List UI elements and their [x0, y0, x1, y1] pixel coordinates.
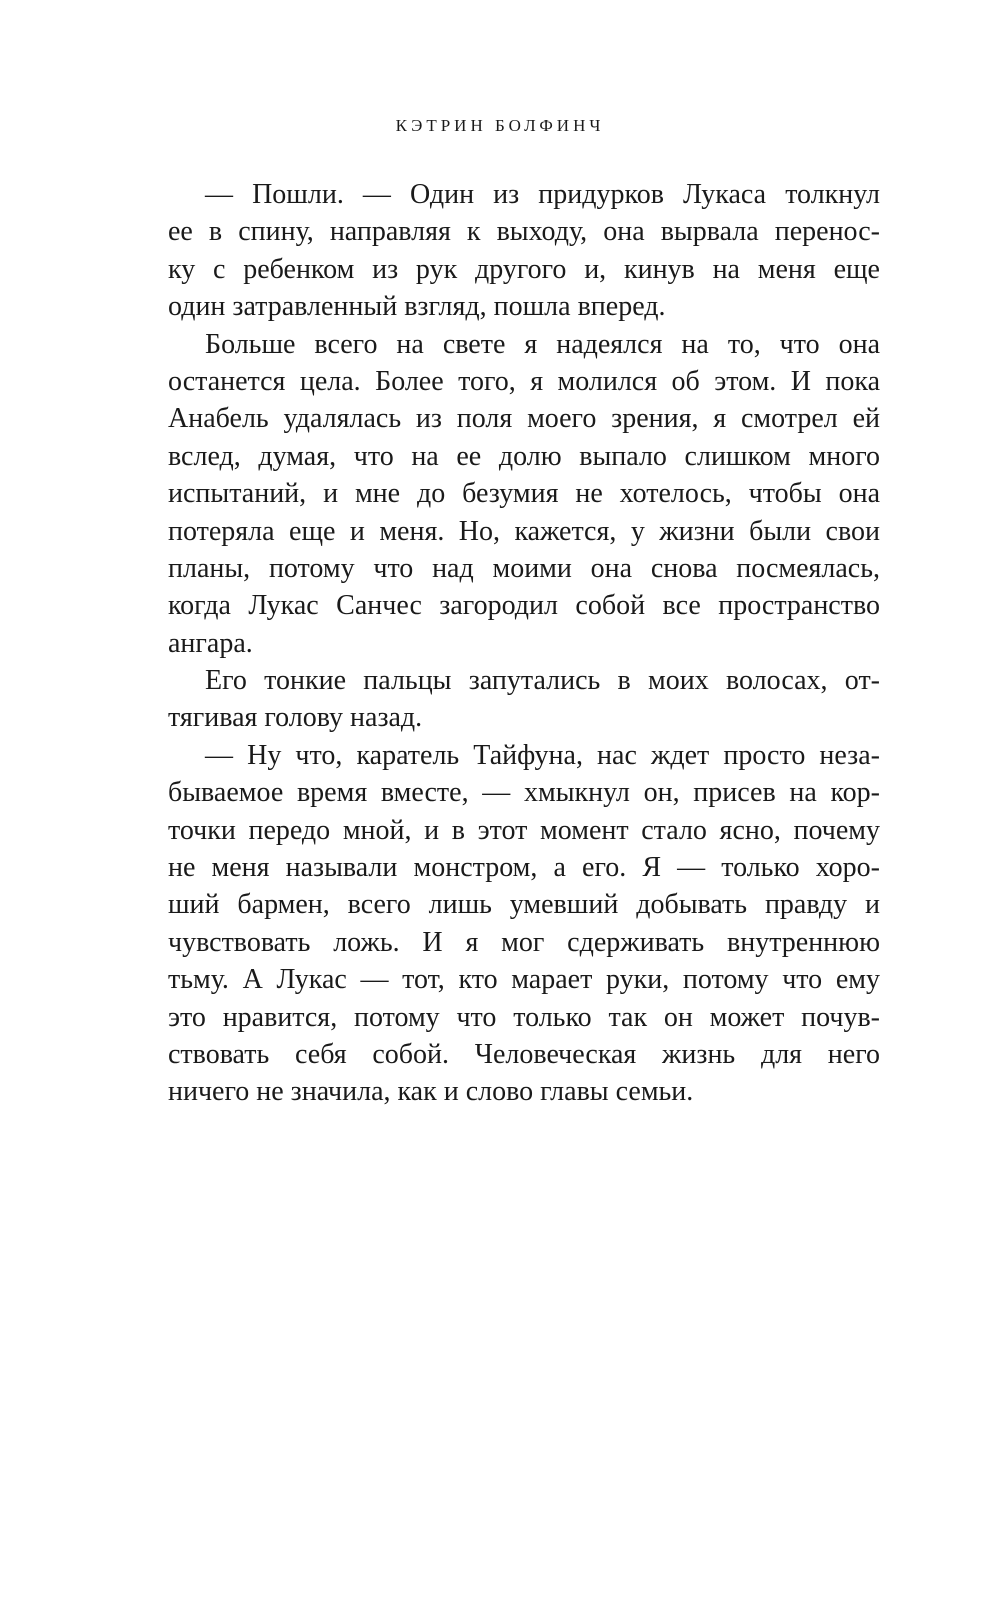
- text-line: планы, потому что над моими она снова посмеялась,: [168, 552, 880, 584]
- text-line: ничего не значила, как и слово главы семьи.: [168, 1076, 694, 1108]
- text-line: точки передо мной, и в этот момент стало ясно, почему: [168, 814, 880, 846]
- text-line: когда Лукас Санчес загородил собой все пространство: [168, 590, 880, 622]
- text-line: — Пошли. — Один из придурков Лукаса толкнул: [205, 179, 880, 210]
- running-head-author: КЭТРИН БОЛФИНЧ: [395, 116, 605, 135]
- text-line: ший бармен, всего лишь умевший добывать правду и: [168, 889, 880, 921]
- text-line: ангара.: [168, 627, 253, 659]
- body-text: [168, 176, 880, 1111]
- text-line: потеряла еще и меня. Но, кажется, у жизни были свои: [168, 515, 880, 547]
- text-line: Анабель удалялась из поля моего зрения, я смотрел ей: [168, 403, 880, 435]
- text-line: тягивая голову назад.: [168, 702, 423, 734]
- text-line: Его тонкие пальцы запутались в моих волосах, от-: [205, 665, 880, 697]
- text-line: это нравится, потому что только так он может почув-: [168, 1001, 880, 1033]
- text-line: вслед, думая, что на ее долю выпало слишком много: [168, 440, 880, 472]
- text-line: бываемое время вместе, — хмыкнул он, присев на кор-: [168, 777, 880, 809]
- text-line: ку с ребенком из рук другого и, кинув на меня еще: [168, 253, 880, 285]
- text-line: испытаний, и мне до безумия не хотелось, чтобы она: [168, 478, 880, 510]
- text-line: ее в спину, направляя к выходу, она вырвала перенос-: [168, 216, 880, 248]
- text-line: тьму. А Лукас — тот, кто марает руки, потому что ему: [168, 964, 880, 996]
- text-line: чувствовать ложь. И я мог сдерживать внутреннюю: [168, 926, 880, 958]
- text-line: останется цела. Более того, я молился об этом. И пока: [168, 365, 880, 397]
- text-line: ствовать себя собой. Человеческая жизнь для него: [168, 1038, 880, 1070]
- text-line: не меня называли монстром, а его. Я — только хоро-: [168, 852, 880, 884]
- text-line: — Ну что, каратель Тайфуна, нас ждет просто неза-: [205, 739, 880, 771]
- text-line: один затравленный взгляд, пошла вперед.: [168, 291, 666, 323]
- text-line: Больше всего на свете я надеялся на то, что она: [205, 328, 880, 360]
